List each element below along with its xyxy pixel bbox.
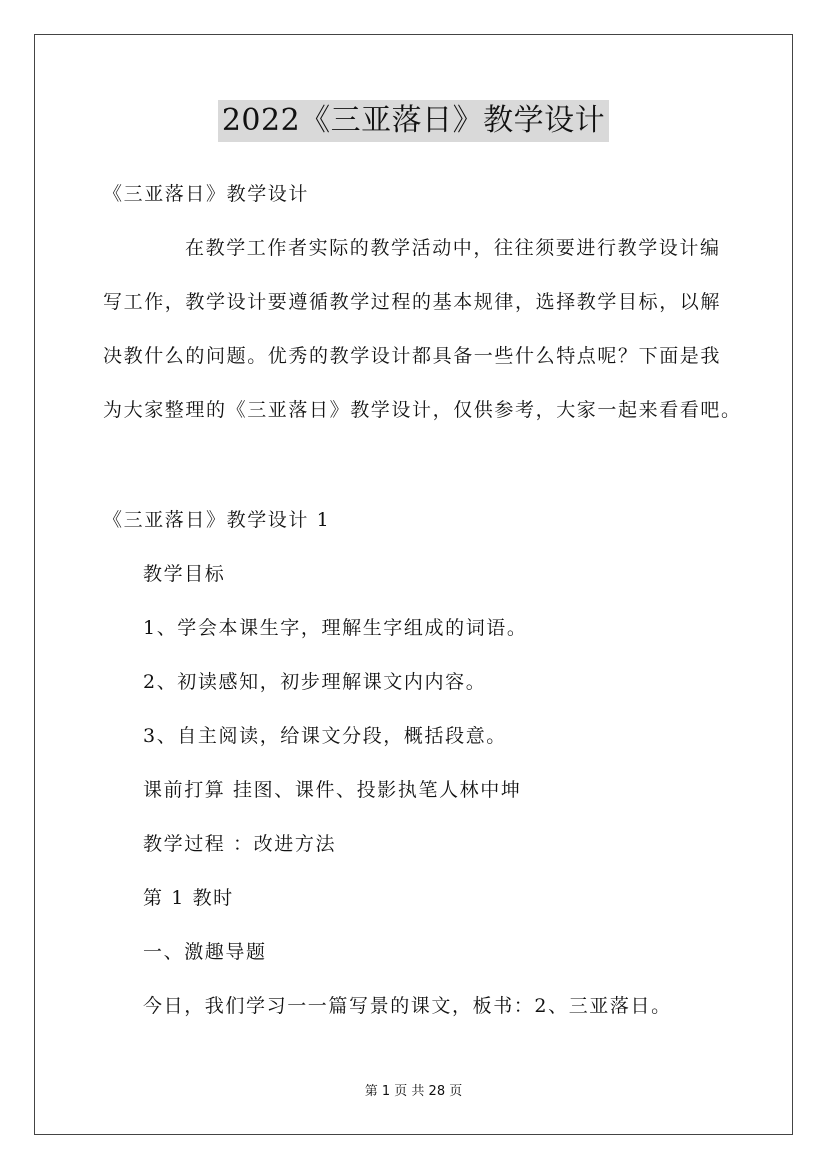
body-line-9: 今日，我们学习一一篇写景的课文，板书：2、三亚落日。 xyxy=(143,995,672,1017)
body-line-1: 教学目标 xyxy=(143,563,226,585)
body-line-3: 2、初读感知，初步理解课文内内容。 xyxy=(143,671,487,693)
document-title: 2022《三亚落日》教学设计 xyxy=(218,100,609,142)
title-container xyxy=(0,100,827,142)
body-line-5: 课前打算 挂图、课件、投影执笔人林中坤 xyxy=(143,779,522,801)
body-line-7: 第 1 教时 xyxy=(143,887,234,909)
body-line-8: 一、激趣导题 xyxy=(143,941,267,963)
intro-line-4: 为大家整理的《三亚落日》教学设计，仅供参考，大家一起来看看吧。 xyxy=(103,399,742,421)
page-number-footer: 第 1 页 共 28 页 xyxy=(364,1084,463,1099)
intro-line-3: 决教什么的问题。优秀的教学设计都具备一些什么特点呢？下面是我 xyxy=(103,345,722,367)
intro-line-1: 在教学工作者实际的教学活动中，往往须要进行教学设计编 xyxy=(185,237,721,259)
intro-line-2: 写工作，教学设计要遵循教学过程的基本规律，选择教学目标，以解 xyxy=(103,291,722,313)
section-heading: 《三亚落日》教学设计 1 xyxy=(103,509,331,531)
body-line-4: 3、自主阅读，给课文分段，概括段意。 xyxy=(143,725,507,747)
body-line-6: 教学过程 ：改进方法 xyxy=(143,833,337,855)
document-subtitle: 《三亚落日》教学设计 xyxy=(103,183,310,205)
body-line-2: 1、学会本课生字，理解生字组成的词语。 xyxy=(143,617,528,639)
